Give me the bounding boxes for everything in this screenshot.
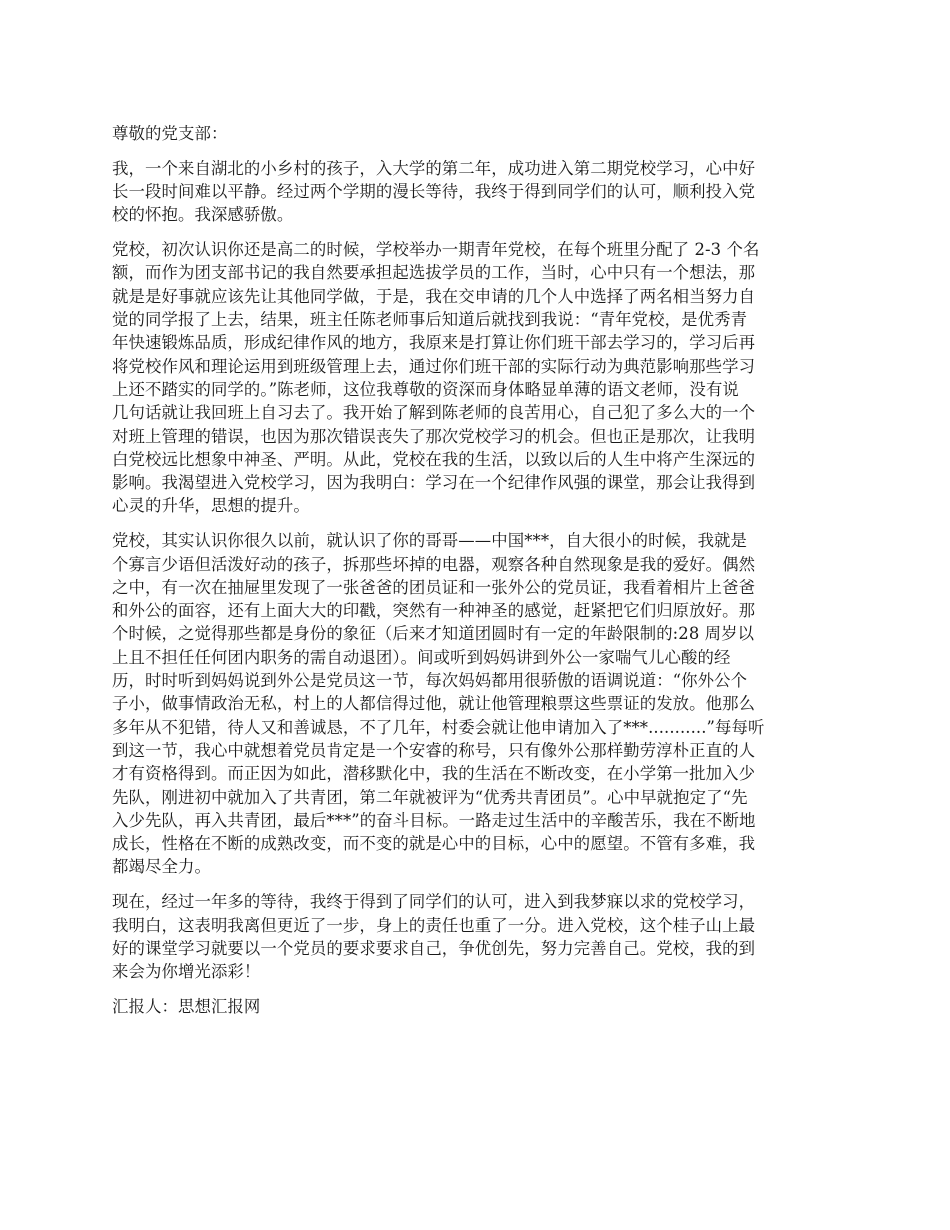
paragraph-childhood: 党校，其实认识你很久以前，就认识了你的哥哥——中国***，自大很小的时候，我就是 个寡言少语但活泼好动的孩子，拆那些坏掉的电器，观察各种自然现象是我的爱好。偶然 之中，有一次在抽屉里发现了一张爸爸的团员证和一张外公的党员证，我看着相片上爸爸 和外公的面容，还有上面大大的印戳，突然有一种神圣的感觉，赶紧把它们归原放好。那 个时候，之觉得那些都是身份的象征（后来才知道团圆时有一定的年龄限制的:28 周岁以 上且不担任任何团内职务的需自动退团）。间或听到妈妈讲到外公一家喘气儿心酸的经 历，时时听到妈妈说到外公是党员这一节，每次妈妈都用很骄傲的语调说道：“你外公个 子小，做事情政治无私，村上的人都信得过他，就让他管理粮票这些票证的发放。他那么 多年从不犯错，待人又和善诚恳，不了几年，村委会就让他申请加入了***...........”每每听 到这一节，我心中就想着党员肯定是一个安睿的称号，只有像外公那样勤劳淳朴正直的人 才有资格得到。而正因为如此，潜移默化中，我的生活在不断改变，在小学第一批加入少 先队，刚进初中就加入了共青团，第二年就被评为“优秀共青团员”。心中早就抱定了“先 入少先队，再入共青团，最后***”的奋斗目标。一路走过生活中的辛酸苦乐，我在不断地 成长，性格在不断的成熟改变，而不变的就是心中的目标，心中的愿望。不管有多难，我 都竭尽全力。 (112, 531, 765, 877)
paragraph-conclusion: 现在，经过一年多的等待，我终于得到了同学们的认可，进入到我梦寐以求的党校学习， 我明白，这表明我离但更近了一步，身上的责任也重了一分。进入党校，这个桂子山上最 好的课堂学习就要以一个党员的要求要求自己，争优创先，努力完善自己。党校，我的到 来会为你增光添彩！ (112, 892, 756, 982)
signature: 汇报人：思想汇报网 (112, 996, 261, 1016)
document-body (112, 122, 840, 1030)
salutation: 尊敬的党支部： (112, 124, 228, 143)
paragraph-intro: 我，一个来自湖北的小乡村的孩子，入大学的第二年，成功进入第二期党校学习，心中好 长一段时间难以平静。经过两个学期的漫长等待，我终于得到同学们的认可，顺利投入党 校的怀抱。我深感骄傲。 (112, 158, 756, 225)
paragraph-first-encounter: 党校，初次认识你还是高二的时候，学校举办一期青年党校，在每个班里分配了 2-3 个名 额，而作为团支部书记的我自然要承担起选拔学员的工作，当时，心中只有一个想法，那 就是是好事就应该先让其他同学做，于是，我在交申请的几个人中选择了两名相当努力自 觉的同学报了上去，结果，班主任陈老师事后知道后就找到我说：“青年党校，是优秀青 年快速锻炼品质，形成纪律作风的地方，我原来是打算让你们班干部去学习的，学习后再 将党校作风和理论运用到班级管理上去，通过你们班干部的实际行动为典范影响那些学习 上还不踏实的同学的。”陈老师，这位我尊敬的资深而身体略显单薄的语文老师，没有说 几句话就让我回班上自习去了。我开始了解到陈老师的良苦用心，自己犯了多么大的一个 对班上管理的错误，也因为那次错误丧失了那次党校学习的机会。但也正是那次，让我明 白党校远比想象中神圣、严明。从此，党校在我的生活，以致以后的人生中将产生深远的 影响。我渴望进入党校学习，因为我明白：学习在一个纪律作风强的课堂，那会让我得到 心灵的升华，思想的提升。 (112, 240, 760, 516)
